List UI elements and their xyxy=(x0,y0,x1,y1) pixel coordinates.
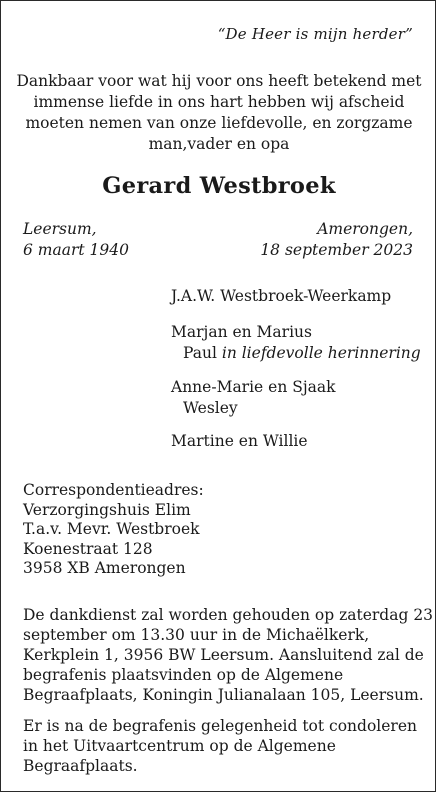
birth-place: Leersum, xyxy=(23,220,97,238)
address-line: Koenestraat 128 xyxy=(23,539,153,558)
intro-text xyxy=(1,71,437,155)
address-line: Correspondentieadres: xyxy=(23,481,204,499)
condolence-paragraph xyxy=(23,716,417,776)
service-line: Kerkplein 1, 3956 BW Leersum. Aansluitend zal de xyxy=(23,646,424,664)
family-group xyxy=(171,322,421,364)
deceased-name: Gerard Westbroek xyxy=(102,173,336,199)
condolence-line: Begraafplaats. xyxy=(23,757,138,775)
death-info xyxy=(260,219,413,261)
intro-line: man,vader en opa xyxy=(148,135,290,153)
death-place: Amerongen, xyxy=(317,220,413,238)
intro-line: immense liefde in ons hart hebben wij afscheid xyxy=(33,93,405,111)
service-line: begrafenis plaatsvinden op de Algemene xyxy=(23,666,344,684)
service-paragraph xyxy=(23,605,433,705)
service-line: Begraafplaats, Koningin Julianalaan 105, Leersum. xyxy=(23,686,424,704)
service-line: De dankdienst zal worden gehouden op zaterdag 23 xyxy=(23,606,434,624)
service-line: september om 13.30 uur in de Michaëlkerk, xyxy=(23,626,370,644)
family-line: Anne-Marie en Sjaak xyxy=(171,378,336,396)
family-member: Paul xyxy=(183,344,217,362)
correspondence-address xyxy=(23,481,204,579)
family-group xyxy=(171,377,336,419)
motto: “De Heer is mijn herder” xyxy=(217,25,413,43)
family-line: Martine en Willie xyxy=(171,432,308,450)
family-line: Wesley xyxy=(183,399,238,417)
family-line: Marjan en Marius xyxy=(171,323,312,341)
address-line: T.a.v. Mevr. Westbroek xyxy=(23,520,200,538)
birth-info xyxy=(23,219,129,261)
address-line: 3958 XB Amerongen xyxy=(23,559,186,577)
condolence-line: Er is na de begrafenis gelegenheid tot condoleren xyxy=(23,717,417,735)
birth-date: 6 maart 1940 xyxy=(23,241,129,259)
family-spouse: J.A.W. Westbroek-Weerkamp xyxy=(171,287,392,305)
memorial-note: in liefdevolle herinnering xyxy=(221,344,421,362)
address-line: Verzorgingshuis Elim xyxy=(23,500,191,519)
intro-line: moeten nemen van onze liefdevolle, en zorgzame xyxy=(25,114,413,132)
condolence-line: in het Uitvaartcentrum op de Algemene xyxy=(23,737,336,755)
family-line xyxy=(171,343,421,364)
death-date: 18 september 2023 xyxy=(260,241,413,259)
intro-line: Dankbaar voor wat hij voor ons heeft betekend met xyxy=(16,72,422,90)
